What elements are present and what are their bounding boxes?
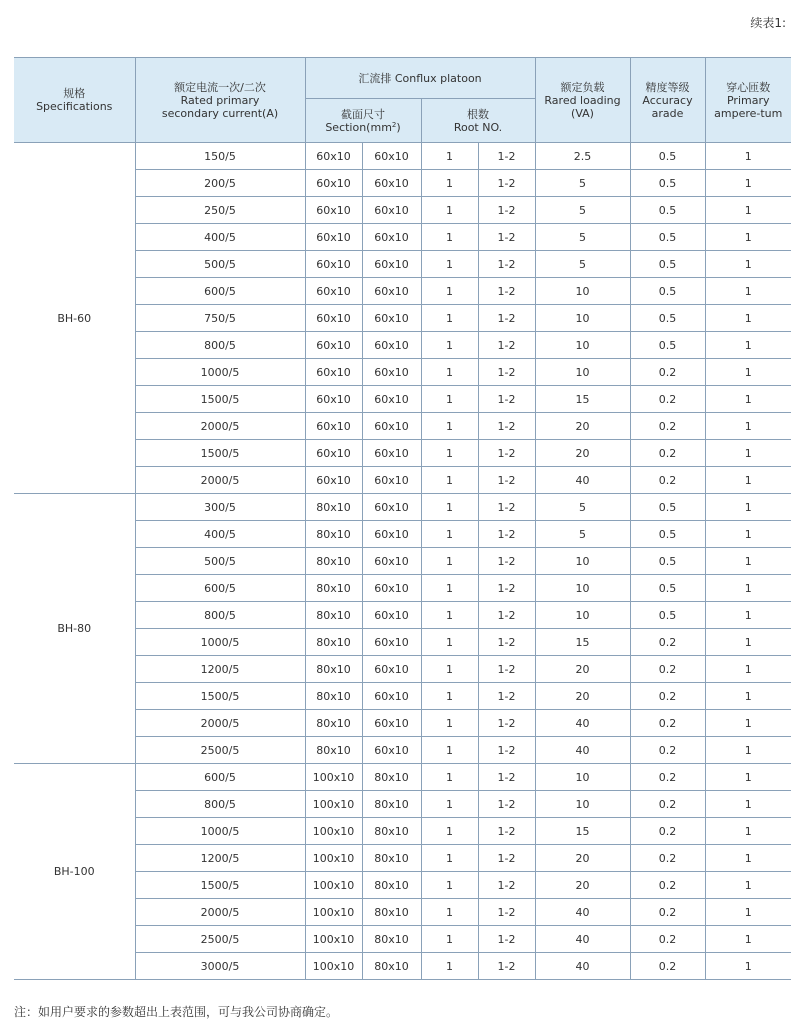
root-b-cell: 1-2 [478,575,535,602]
loading-cell: 20 [535,440,630,467]
section-a-cell: 100x10 [305,818,362,845]
root-b-cell: 1-2 [478,683,535,710]
root-a-cell: 1 [421,332,478,359]
turns-cell: 1 [705,386,791,413]
section-b-cell: 80x10 [362,872,421,899]
section-a-cell: 60x10 [305,386,362,413]
root-a-cell: 1 [421,710,478,737]
accuracy-cell: 0.2 [630,386,705,413]
header-loading-cn: 额定负载 [560,80,605,94]
section-a-cell: 60x10 [305,332,362,359]
header-turn-en1: Primary [726,93,770,107]
header-section-en-suffix: ) [396,120,401,134]
section-a-cell: 100x10 [305,926,362,953]
loading-cell: 10 [535,764,630,791]
turns-cell: 1 [705,143,791,170]
rated-current-cell: 400/5 [135,224,305,251]
header-section-en-sup: 2 [391,120,397,129]
loading-cell: 10 [535,602,630,629]
turns-cell: 1 [705,926,791,953]
accuracy-cell: 0.2 [630,683,705,710]
rated-current-cell: 2000/5 [135,899,305,926]
section-b-cell: 60x10 [362,683,421,710]
root-b-cell: 1-2 [478,467,535,494]
loading-cell: 5 [535,251,630,278]
accuracy-cell: 0.2 [630,629,705,656]
section-b-cell: 60x10 [362,224,421,251]
loading-cell: 40 [535,899,630,926]
turns-cell: 1 [705,440,791,467]
accuracy-cell: 0.2 [630,413,705,440]
turns-cell: 1 [705,656,791,683]
accuracy-cell: 0.2 [630,656,705,683]
root-a-cell: 1 [421,521,478,548]
header-root-en: Root NO. [453,120,503,134]
turns-cell: 1 [705,872,791,899]
root-a-cell: 1 [421,899,478,926]
header-accuracy [630,58,705,143]
loading-cell: 40 [535,710,630,737]
rated-current-cell: 600/5 [135,575,305,602]
section-a-cell: 60x10 [305,170,362,197]
root-b-cell: 1-2 [478,926,535,953]
section-b-cell: 60x10 [362,494,421,521]
section-b-cell: 60x10 [362,521,421,548]
section-a-cell: 60x10 [305,197,362,224]
accuracy-cell: 0.5 [630,143,705,170]
section-a-cell: 100x10 [305,764,362,791]
root-a-cell: 1 [421,251,478,278]
root-a-cell: 1 [421,683,478,710]
section-a-cell: 80x10 [305,683,362,710]
turns-cell: 1 [705,467,791,494]
root-b-cell: 1-2 [478,278,535,305]
header-root-cn: 根数 [467,107,489,121]
rated-current-cell: 600/5 [135,278,305,305]
accuracy-cell: 0.2 [630,872,705,899]
rated-current-cell: 1500/5 [135,683,305,710]
loading-cell: 2.5 [535,143,630,170]
section-a-cell: 80x10 [305,737,362,764]
header-turn-en2: ampere-tum [714,106,783,120]
turns-cell: 1 [705,710,791,737]
rated-current-cell: 400/5 [135,521,305,548]
header-root-number [421,99,535,143]
turns-cell: 1 [705,899,791,926]
root-a-cell: 1 [421,845,478,872]
root-a-cell: 1 [421,656,478,683]
root-a-cell: 1 [421,440,478,467]
section-b-cell: 60x10 [362,629,421,656]
header-rated-en2: secondary current(A) [161,106,279,120]
accuracy-cell: 0.2 [630,359,705,386]
section-a-cell: 60x10 [305,413,362,440]
header-primary-turns [705,58,791,143]
turns-cell: 1 [705,791,791,818]
header-accuracy-en1: Accuracy [642,93,693,107]
header-rated-current [135,58,305,143]
section-a-cell: 80x10 [305,494,362,521]
accuracy-cell: 0.5 [630,224,705,251]
turns-cell: 1 [705,224,791,251]
header-conflux-platoon [305,58,535,99]
rated-current-cell: 1200/5 [135,845,305,872]
header-rated-cn: 额定电流一次/二次 [174,80,266,94]
root-a-cell: 1 [421,629,478,656]
rated-current-cell: 2000/5 [135,413,305,440]
accuracy-cell: 0.5 [630,521,705,548]
header-conflux-label: 汇流排 Conflux platoon [358,71,482,85]
accuracy-cell: 0.2 [630,845,705,872]
turns-cell: 1 [705,170,791,197]
root-b-cell: 1-2 [478,710,535,737]
spec-group-cell: BH-60 [14,143,135,494]
root-b-cell: 1-2 [478,899,535,926]
section-b-cell: 60x10 [362,440,421,467]
loading-cell: 40 [535,926,630,953]
root-a-cell: 1 [421,143,478,170]
rated-current-cell: 1200/5 [135,656,305,683]
loading-cell: 5 [535,170,630,197]
turns-cell: 1 [705,818,791,845]
turns-cell: 1 [705,629,791,656]
turns-cell: 1 [705,521,791,548]
accuracy-cell: 0.2 [630,710,705,737]
section-a-cell: 100x10 [305,845,362,872]
turns-cell: 1 [705,575,791,602]
accuracy-cell: 0.5 [630,548,705,575]
rated-current-cell: 1000/5 [135,818,305,845]
accuracy-cell: 0.2 [630,440,705,467]
section-b-cell: 60x10 [362,602,421,629]
root-b-cell: 1-2 [478,440,535,467]
section-b-cell: 60x10 [362,305,421,332]
turns-cell: 1 [705,278,791,305]
root-a-cell: 1 [421,413,478,440]
header-specifications [14,58,135,143]
loading-cell: 15 [535,386,630,413]
rated-current-cell: 1500/5 [135,386,305,413]
root-b-cell: 1-2 [478,629,535,656]
root-b-cell: 1-2 [478,413,535,440]
root-a-cell: 1 [421,467,478,494]
table-row [14,494,791,521]
rated-current-cell: 2000/5 [135,710,305,737]
rated-current-cell: 750/5 [135,305,305,332]
header-section-en-prefix: Section(mm [325,120,392,134]
section-a-cell: 80x10 [305,710,362,737]
section-a-cell: 60x10 [305,278,362,305]
accuracy-cell: 0.5 [630,332,705,359]
section-b-cell: 60x10 [362,413,421,440]
section-a-cell: 80x10 [305,548,362,575]
footnote: 注：如用户要求的参数超出上表范围，可与我公司协商确定。 [14,1005,339,1019]
turns-cell: 1 [705,359,791,386]
root-a-cell: 1 [421,386,478,413]
loading-cell: 20 [535,845,630,872]
root-b-cell: 1-2 [478,197,535,224]
root-a-cell: 1 [421,170,478,197]
root-b-cell: 1-2 [478,791,535,818]
rated-current-cell: 500/5 [135,548,305,575]
turns-cell: 1 [705,764,791,791]
header-spec-cn: 规格 [63,87,86,100]
section-a-cell: 100x10 [305,899,362,926]
accuracy-cell: 0.2 [630,764,705,791]
section-b-cell: 60x10 [362,386,421,413]
section-b-cell: 60x10 [362,737,421,764]
header-accuracy-cn: 精度等级 [645,80,690,94]
accuracy-cell: 0.2 [630,467,705,494]
section-b-cell: 60x10 [362,710,421,737]
spec-table [14,57,791,980]
rated-current-cell: 300/5 [135,494,305,521]
section-a-cell: 100x10 [305,872,362,899]
section-a-cell: 60x10 [305,305,362,332]
section-a-cell: 100x10 [305,791,362,818]
header-spec-en: Specifications [36,100,113,113]
root-a-cell: 1 [421,953,478,980]
accuracy-cell: 0.5 [630,278,705,305]
turns-cell: 1 [705,332,791,359]
spec-group-cell: BH-80 [14,494,135,764]
accuracy-cell: 0.2 [630,899,705,926]
turns-cell: 1 [705,845,791,872]
section-b-cell: 60x10 [362,197,421,224]
loading-cell: 5 [535,494,630,521]
section-a-cell: 60x10 [305,467,362,494]
root-a-cell: 1 [421,737,478,764]
rated-current-cell: 3000/5 [135,953,305,980]
accuracy-cell: 0.2 [630,818,705,845]
section-b-cell: 80x10 [362,791,421,818]
accuracy-cell: 0.2 [630,791,705,818]
loading-cell: 5 [535,224,630,251]
table-row [14,143,791,170]
section-a-cell: 60x10 [305,251,362,278]
root-b-cell: 1-2 [478,818,535,845]
accuracy-cell: 0.2 [630,953,705,980]
turns-cell: 1 [705,197,791,224]
accuracy-cell: 0.5 [630,575,705,602]
accuracy-cell: 0.5 [630,305,705,332]
root-a-cell: 1 [421,602,478,629]
loading-cell: 10 [535,359,630,386]
loading-cell: 10 [535,278,630,305]
header-accuracy-en2: arade [651,106,684,120]
root-b-cell: 1-2 [478,764,535,791]
accuracy-cell: 0.2 [630,926,705,953]
loading-cell: 5 [535,197,630,224]
root-a-cell: 1 [421,548,478,575]
section-b-cell: 80x10 [362,818,421,845]
accuracy-cell: 0.5 [630,170,705,197]
root-b-cell: 1-2 [478,521,535,548]
root-b-cell: 1-2 [478,251,535,278]
root-a-cell: 1 [421,359,478,386]
turns-cell: 1 [705,953,791,980]
rated-current-cell: 200/5 [135,170,305,197]
rated-current-cell: 2000/5 [135,467,305,494]
loading-cell: 20 [535,872,630,899]
turns-cell: 1 [705,305,791,332]
loading-cell: 10 [535,575,630,602]
rated-current-cell: 800/5 [135,791,305,818]
table-header [14,58,791,143]
root-a-cell: 1 [421,305,478,332]
root-b-cell: 1-2 [478,224,535,251]
loading-cell: 40 [535,737,630,764]
loading-cell: 40 [535,467,630,494]
section-b-cell: 80x10 [362,926,421,953]
header-section [305,99,421,143]
section-a-cell: 60x10 [305,143,362,170]
turns-cell: 1 [705,413,791,440]
root-a-cell: 1 [421,872,478,899]
root-b-cell: 1-2 [478,359,535,386]
loading-cell: 10 [535,548,630,575]
header-rated-en1: Rated primary [180,93,260,107]
section-b-cell: 80x10 [362,764,421,791]
root-b-cell: 1-2 [478,845,535,872]
root-b-cell: 1-2 [478,305,535,332]
loading-cell: 20 [535,413,630,440]
section-b-cell: 60x10 [362,143,421,170]
turns-cell: 1 [705,548,791,575]
rated-current-cell: 2500/5 [135,737,305,764]
section-b-cell: 60x10 [362,251,421,278]
section-a-cell: 60x10 [305,359,362,386]
accuracy-cell: 0.5 [630,494,705,521]
turns-cell: 1 [705,602,791,629]
loading-cell: 10 [535,332,630,359]
rated-current-cell: 250/5 [135,197,305,224]
loading-cell: 20 [535,656,630,683]
root-b-cell: 1-2 [478,332,535,359]
turns-cell: 1 [705,737,791,764]
rated-current-cell: 500/5 [135,251,305,278]
header-section-en [306,121,421,134]
continued-label: 续表1: [750,16,786,30]
rated-current-cell: 2500/5 [135,926,305,953]
rated-current-cell: 1500/5 [135,440,305,467]
turns-cell: 1 [705,251,791,278]
rated-current-cell: 1500/5 [135,872,305,899]
root-a-cell: 1 [421,926,478,953]
root-b-cell: 1-2 [478,494,535,521]
root-b-cell: 1-2 [478,143,535,170]
root-b-cell: 1-2 [478,548,535,575]
section-a-cell: 100x10 [305,953,362,980]
section-b-cell: 60x10 [362,548,421,575]
loading-cell: 5 [535,521,630,548]
section-b-cell: 80x10 [362,899,421,926]
root-a-cell: 1 [421,575,478,602]
rated-current-cell: 1000/5 [135,629,305,656]
loading-cell: 15 [535,629,630,656]
section-a-cell: 80x10 [305,575,362,602]
accuracy-cell: 0.5 [630,197,705,224]
section-a-cell: 80x10 [305,629,362,656]
section-a-cell: 60x10 [305,440,362,467]
header-rated-loading [535,58,630,143]
header-loading-en2: (VA) [571,106,594,120]
section-b-cell: 80x10 [362,953,421,980]
accuracy-cell: 0.2 [630,737,705,764]
root-b-cell: 1-2 [478,602,535,629]
root-b-cell: 1-2 [478,656,535,683]
section-b-cell: 60x10 [362,278,421,305]
root-b-cell: 1-2 [478,872,535,899]
header-turn-cn: 穿心匝数 [726,80,771,94]
section-b-cell: 60x10 [362,575,421,602]
root-a-cell: 1 [421,494,478,521]
loading-cell: 40 [535,953,630,980]
accuracy-cell: 0.5 [630,251,705,278]
rated-current-cell: 1000/5 [135,359,305,386]
rated-current-cell: 800/5 [135,332,305,359]
root-a-cell: 1 [421,818,478,845]
header-loading-en1: Rared loading [544,93,621,107]
section-b-cell: 80x10 [362,845,421,872]
root-b-cell: 1-2 [478,737,535,764]
loading-cell: 15 [535,818,630,845]
loading-cell: 20 [535,683,630,710]
section-a-cell: 60x10 [305,224,362,251]
root-a-cell: 1 [421,764,478,791]
root-a-cell: 1 [421,197,478,224]
rated-current-cell: 800/5 [135,602,305,629]
section-b-cell: 60x10 [362,332,421,359]
root-b-cell: 1-2 [478,386,535,413]
table-row [14,764,791,791]
section-a-cell: 80x10 [305,602,362,629]
root-b-cell: 1-2 [478,170,535,197]
rated-current-cell: 600/5 [135,764,305,791]
section-b-cell: 60x10 [362,359,421,386]
root-b-cell: 1-2 [478,953,535,980]
root-a-cell: 1 [421,278,478,305]
spec-group-cell: BH-100 [14,764,135,980]
section-b-cell: 60x10 [362,467,421,494]
root-a-cell: 1 [421,224,478,251]
loading-cell: 10 [535,791,630,818]
section-b-cell: 60x10 [362,656,421,683]
root-a-cell: 1 [421,791,478,818]
section-a-cell: 80x10 [305,656,362,683]
table-body [14,143,791,980]
loading-cell: 10 [535,305,630,332]
header-section-cn: 截面尺寸 [341,107,385,121]
section-b-cell: 60x10 [362,170,421,197]
rated-current-cell: 150/5 [135,143,305,170]
turns-cell: 1 [705,683,791,710]
section-a-cell: 80x10 [305,521,362,548]
accuracy-cell: 0.5 [630,602,705,629]
turns-cell: 1 [705,494,791,521]
